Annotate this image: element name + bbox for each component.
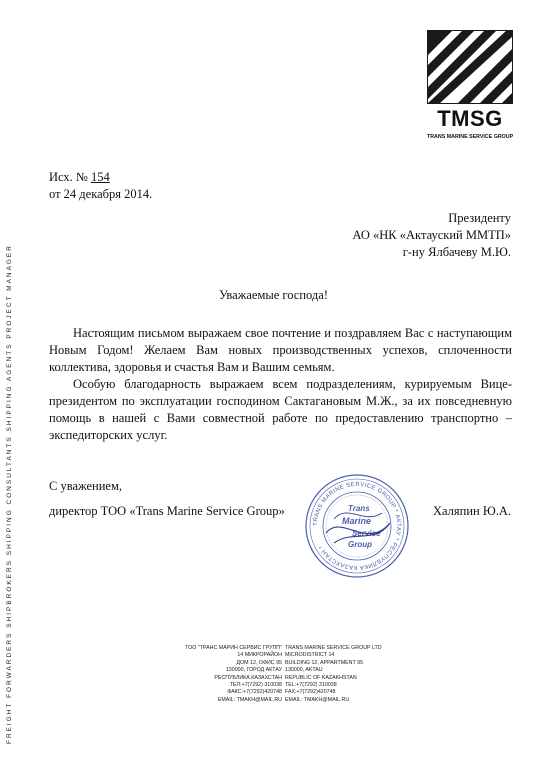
reference-number: 154 <box>90 170 110 184</box>
addressee-organization: АО «НК «Актауский ММТП» <box>352 228 511 242</box>
stamp-center-word: Marine <box>342 516 372 526</box>
addressee-block <box>352 210 511 261</box>
footer-line: 14 МИКРОРАЙОН <box>237 652 282 659</box>
footer-line: FAX:+7(7292)420748 <box>285 689 336 696</box>
letter-body <box>49 325 512 444</box>
footer-line: MICRODISTRICT 14 <box>285 652 335 659</box>
footer-line: ТОО "ТРАНС МАРИН СЕРВИС ГРУПП" <box>185 645 282 651</box>
footer-line: РЕСПУБЛИКА КАЗАХСТАН <box>214 674 282 681</box>
addressee-name: г-ну Ялбачеву М.Ю. <box>402 245 511 259</box>
footer-line: ФАКС:+7(7292)420748 <box>227 689 282 696</box>
stamp-ring-text: TRANS MARINE SERVICE GROUP * АКТАУ * РЕСПУБЛИКА КАЗАХСТАН * <box>312 481 402 571</box>
footer-line: ДОМ 12, ОФИС 95 <box>236 659 282 666</box>
signatory-title: директор ТОО «Trans Marine Service Group» <box>49 504 285 518</box>
outgoing-reference <box>49 169 152 203</box>
footer-line: ТЕЛ:+7(7292) 310038 <box>229 682 282 689</box>
company-stamp <box>304 473 410 579</box>
reference-date: от 24 декабря 2014. <box>49 187 153 201</box>
stamp-center-word: Group <box>348 540 372 549</box>
footer-line: TEL:+7(7292) 310038 <box>285 682 337 689</box>
footer-address-en <box>285 645 382 704</box>
logo-wordmark: TMSG <box>437 106 503 131</box>
tmsg-logo-icon <box>427 30 513 104</box>
company-logo <box>427 30 514 140</box>
closing-phrase: С уважением, <box>49 479 122 493</box>
footer-line: TRANS MARINE SERVICE GROUP LTD <box>285 645 382 651</box>
side-services-text: FREIGHT FORWARDERS SHIPBROKERS SHIPPING CONSULTANTS SHIPPING AGENTS PROJECT MANAGER <box>6 244 13 744</box>
addressee-position: Президенту <box>448 211 511 225</box>
footer-line: 130000, AKTAU <box>285 667 323 674</box>
stamp-center-word: Trans <box>348 504 370 513</box>
footer-line: EMAIL: TMAKH@MAIL.RU <box>217 696 282 703</box>
reference-prefix: Исх. № <box>49 170 91 184</box>
signatory-name: Халяпин Ю.А. <box>433 504 511 518</box>
body-paragraph: Особую благодарность выражаем всем подразделениям, курируемым Вице-президентом по эксплуатации господином Сактагановым М.Ж., за их повседневную помощь в нашей с Вами совместной работе по предоставлению транспортно – экспедиторских услуг. <box>49 377 512 442</box>
stamp-center-word: Service <box>352 529 381 538</box>
footer-line: EMAIL: TMAKH@MAIL.RU <box>285 696 350 703</box>
footer-line: BUILDING 12, APPARTMENT 95 <box>285 659 364 666</box>
footer-line: REPUBLIC OF KAZAKHSTAN <box>285 674 357 681</box>
salutation: Уважаемые господа! <box>218 288 328 302</box>
body-paragraph: Настоящим письмом выражаем свое почтение и поздравляем Вас с наступающим Новым Годом! Желаем Вам новых производственных успехов, сплоченности коллектива, здоровья и счастья Вам и Вашим семьям. <box>49 326 512 374</box>
footer-address-ru <box>185 645 282 704</box>
footer-line: 130000, ГОРОД АКТАУ <box>225 667 282 674</box>
logo-subtitle: TRANS MARINE SERVICE GROUP <box>427 134 514 140</box>
